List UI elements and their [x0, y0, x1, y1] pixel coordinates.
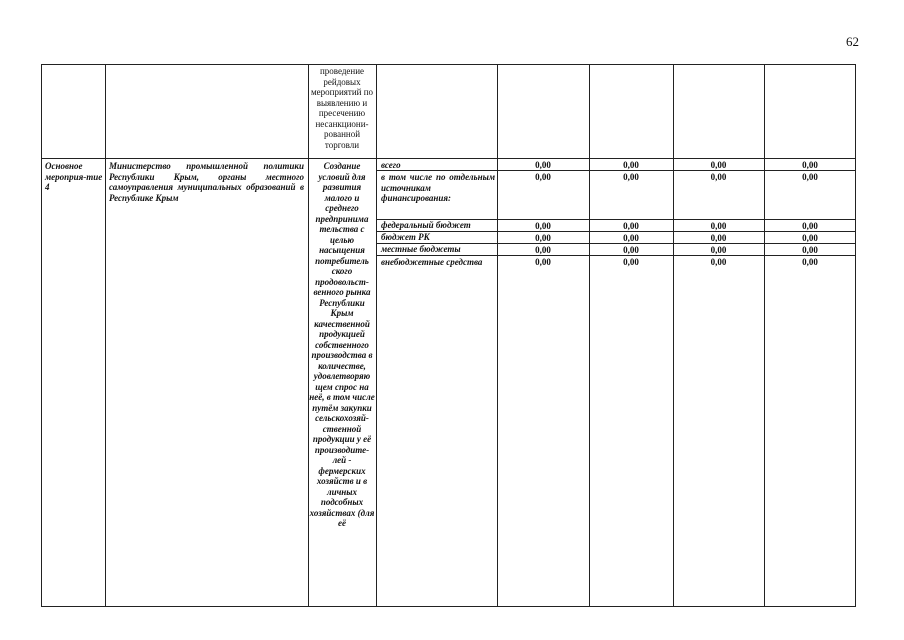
- column-divider: [673, 64, 674, 607]
- page-number: 62: [846, 34, 859, 49]
- source-label-total: всего: [381, 160, 401, 170]
- table-frame: [41, 64, 856, 607]
- row-divider: [41, 158, 856, 159]
- value-cell: 0,00: [802, 221, 818, 231]
- value-cell: 0,00: [710, 257, 727, 267]
- source-label-federal: федеральный бюджет: [381, 220, 471, 230]
- value-cell: 0,00: [535, 160, 551, 170]
- value-cell: 0,00: [802, 160, 818, 170]
- measure-cell: Основное мероприя-тие 4: [45, 161, 103, 192]
- value-cell: 0,00: [623, 160, 639, 170]
- value-cell: 0,00: [623, 221, 639, 231]
- value-cell: 0,00: [710, 221, 727, 231]
- column-divider: [105, 64, 106, 607]
- value-cell: 0,00: [710, 172, 727, 182]
- source-label-offbudget: внебюджетные средства: [381, 257, 483, 267]
- value-cell: 0,00: [623, 257, 639, 267]
- value-cell: 0,00: [710, 245, 727, 255]
- value-cell: 0,00: [623, 233, 639, 243]
- value-cell: 0,00: [535, 233, 551, 243]
- value-cell: 0,00: [802, 233, 818, 243]
- value-cell: 0,00: [710, 160, 727, 170]
- executor-cell: Министерство промышленной политики Республики Крым, органы местного самоуправления муниципальных образований в Республике Крым: [109, 161, 304, 203]
- value-cell: 0,00: [535, 172, 551, 182]
- column-divider: [589, 64, 590, 607]
- source-label-breakdown: в том числе по отдельным источникам финансирования:: [381, 172, 495, 203]
- value-cell: 0,00: [710, 233, 727, 243]
- value-cell: 0,00: [802, 172, 818, 182]
- column-divider: [764, 64, 765, 607]
- value-cell: 0,00: [623, 172, 639, 182]
- value-cell: 0,00: [535, 245, 551, 255]
- value-cell: 0,00: [802, 245, 818, 255]
- source-label-republic: бюджет РК: [381, 232, 430, 242]
- column-divider: [497, 64, 498, 607]
- value-cell: 0,00: [535, 221, 551, 231]
- value-cell: 0,00: [623, 245, 639, 255]
- value-cell: 0,00: [802, 257, 818, 267]
- continued-goal-text: проведение рейдовых мероприятий по выявлению и пресечению несанкциони-рованной торговли: [310, 66, 374, 150]
- source-label-local: местные бюджеты: [381, 244, 461, 254]
- column-divider: [376, 64, 377, 607]
- goal-cell: Создание условий для развития малого и среднего предпринима тельства с целью насыщения потребитель ского продовольст-венного рынка Республики Крым качественной продукцией собственного производства в количестве, удовлетворяю щем спрос на неё, в том числе путём закупки сельскохозяй-ственной продукции у её производите-лей - фермерских хозяйств и в личных подсобных хозяйствах (для её: [309, 161, 375, 528]
- row-divider: [376, 255, 856, 256]
- value-cell: 0,00: [535, 257, 551, 267]
